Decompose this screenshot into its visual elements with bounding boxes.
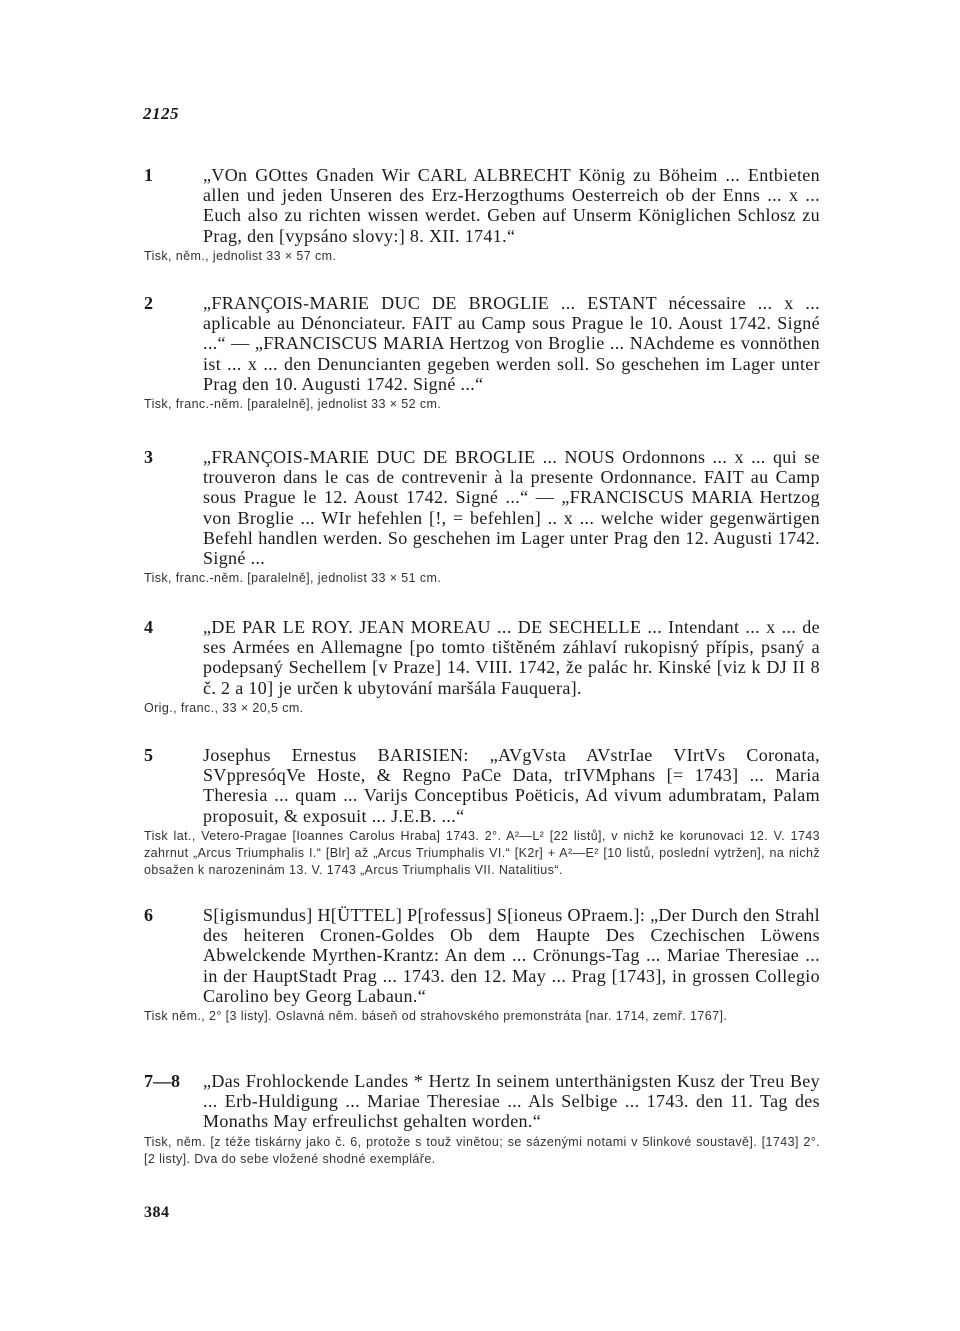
page-number-top: 2125 xyxy=(143,104,179,123)
entry-text: S[igismundus] H[ÜTTEL] P[rofessus] S[ioneus OPraem.]: „Der Durch den Strahl des heiteren Cronen-Goldes Ob dem Haupte Des Czechischen Löwens Abwelckende Myrthen-Krantz: An dem ... Crönungs-Tag ... Mariae Theresiae ... in der HauptStadt Prag ... 1743. den 12. May ... Prag [1743], in grossen Collegio Carolino bey Georg Labaun.“ xyxy=(203,905,820,1006)
catalog-entry-7-8 xyxy=(144,1071,820,1168)
entry-number: 1 xyxy=(144,165,153,185)
entry-text: „Das Frohlockende Landes * Hertz In seinem unterthänigsten Kusz der Treu Bey ... Erb-Huldigung ... Mariae Theresiae ... Als Selbige ... 1743. den 11. Tag des Monaths May erfreulichst gehalten worden.“ xyxy=(203,1071,820,1132)
entry-number: 2 xyxy=(144,293,153,313)
page-number-bottom: 384 xyxy=(144,1204,170,1221)
catalog-entry-3 xyxy=(144,447,820,587)
catalog-entry-2 xyxy=(144,293,820,413)
entry-number: 6 xyxy=(144,905,153,925)
entry-note: Tisk, něm. [z téže tiskárny jako č. 6, protože s touž vinětou; se sázenými notami v 5linkové soustavě]. [1743] 2°. [2 listy]. Dva do sebe vložené shodné exempláře. xyxy=(144,1134,820,1166)
entry-number: 3 xyxy=(144,447,153,467)
entry-note: Orig., franc., 33 × 20,5 cm. xyxy=(144,700,304,715)
entry-note: Tisk, něm., jednolist 33 × 57 cm. xyxy=(144,248,337,263)
entry-number: 5 xyxy=(144,745,153,765)
entry-number: 7—8 xyxy=(144,1071,180,1091)
entry-text: „DE PAR LE ROY. JEAN MOREAU ... DE SECHELLE ... Intendant ... x ... de ses Armées en Allemagne [po tomto tištěném záhlaví rukopisný přípis, psaný a podepsaný Sechellem [v Praze] 14. VIII. 1742, že palác hr. Kinské [viz k DJ II 8 č. 2 a 10] je určen k ubytování maršála Fauquera]. xyxy=(203,617,820,698)
entry-note: Tisk, franc.-něm. [paralelně], jednolist 33 × 51 cm. xyxy=(144,571,442,586)
entry-text: „FRANÇOIS-MARIE DUC DE BROGLIE ... NOUS Ordonnons ... x ... qui se trouveron dans le cas de contrevenir à la presente Ordonnance. FAIT au Camp sous Prague le 12. Aoust 1742. Signé ...“ — „FRANCISCUS MARIA Hertzog von Broglie ... WIr hefehlen [!, = befehlen] .. x ... welche wider gegenwärtigen Befehl handlen werden. So geschehen im Lager unter Prag den 12. Augusti 1742. Signé ... xyxy=(203,447,820,569)
entry-note: Tisk, franc.-něm. [paralelně], jednolist 33 × 52 cm. xyxy=(144,397,442,412)
entry-text: Josephus Ernestus BARISIEN: „AVgVsta AVstrIae VIrtVs Coronata, SVppresóqVe Hoste, & Regno PaCe Data, trIVMphans [= 1743] ... Maria Theresia ... quam ... Varijs Conceptibus Poëticis, Ad vivum adumbratam, Palam proposuit, & exposuit ... J.E.B. ...“ xyxy=(203,745,820,826)
catalog-entry-6 xyxy=(144,905,820,1025)
catalog-entry-5 xyxy=(144,745,820,879)
entry-text: „FRANÇOIS-MARIE DUC DE BROGLIE ... ESTANT nécessaire ... x ... aplicable au Dénonciateur. FAIT au Camp sous Prague le 10. Aoust 1742. Signé ...“ — „FRANCISCUS MARIA Hertzog von Broglie ... NAchdeme es vonnöthen ist ... x ... den Denuncianten gegeben werden soll. So geschehen im Lager unter Prag den 10. Augusti 1742. Signé ...“ xyxy=(203,293,820,394)
entry-note: Tisk lat., Vetero-Pragae [Ioannes Carolus Hraba] 1743. 2°. A²—L² [22 listů], v nichž ke korunovaci 12. V. 1743 zahrnut „Arcus Triumphalis I.“ [Blr] až „Arcus Triumphalis VI.“ [K2r] + A²—E² [10 listů, poslední vytržen], na nichž obsažen k narozeninám 13. V. 1743 „Arcus Triumphalis VII. Natalitius“. xyxy=(144,828,820,877)
catalog-entry-4 xyxy=(144,617,820,717)
entry-note: Tisk něm., 2° [3 listy]. Oslavná něm. báseň od strahovského premonstráta [nar. 1714, zemř. 1767]. xyxy=(144,1009,728,1024)
catalog-entry-1 xyxy=(144,165,820,265)
entry-number: 4 xyxy=(144,617,153,637)
entry-text: „VOn GOttes Gnaden Wir CARL ALBRECHT König zu Böheim ... Entbieten allen und jeden Unseren des Erz-Herzogthums Oesterreich ob der Enns ... x ... Euch also zu richten wissen werdet. Geben auf Unserm Königlichen Schlosz zu Prag, den [vypsáno slovy:] 8. XII. 1741.“ xyxy=(203,165,820,246)
